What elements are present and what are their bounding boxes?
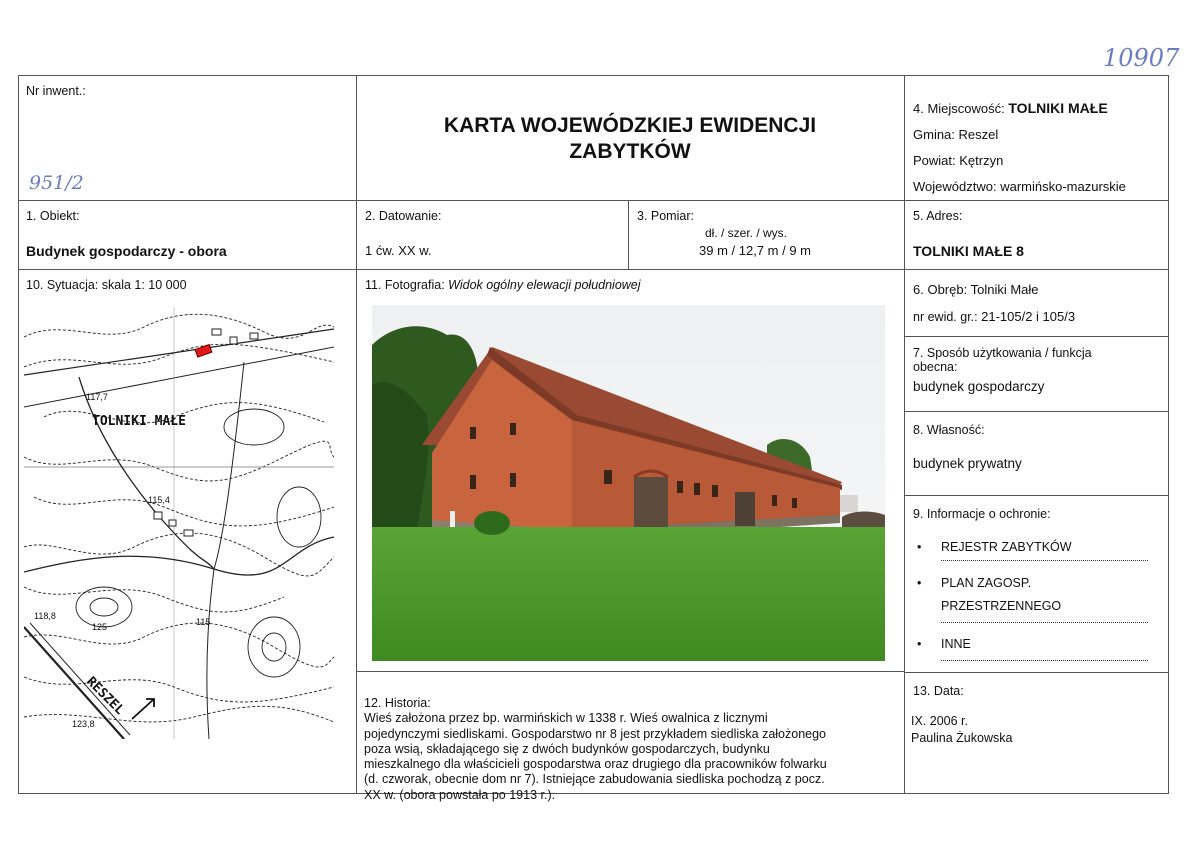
wlasnosc-cell [904, 411, 1169, 496]
map-label-h5: 115 [196, 617, 211, 627]
historia-line: pojedynczymi siedliskami. Gospodarstwo nr 8 jest przykładem siedliska założonego [364, 726, 827, 741]
map-label-h3: 118,8 [34, 611, 56, 621]
pomiar-cell [628, 200, 905, 270]
data-author: Paulina Żukowska [911, 731, 1013, 745]
data-label: 13. Data: [913, 684, 964, 698]
wojewodztwo-value: warmińsko-mazurskie [1000, 179, 1126, 194]
obreb-value: Tolniki Małe [970, 282, 1039, 297]
powiat-row: Powiat: Kętrzyn [913, 153, 1004, 168]
datowanie-label: 2. Datowanie: [365, 209, 442, 223]
location-cell [904, 75, 1169, 201]
obiekt-cell [18, 200, 357, 270]
gmina-row: Gmina: Reszel [913, 127, 999, 142]
fotografia-label-row [365, 278, 641, 292]
historia-line: (d. czworak, obecnie dom nr 7). Istniejące zabudowania siedliska pochodzą z pocz. [364, 772, 825, 787]
map-label-h4: 125 [92, 622, 108, 632]
map-label-h6: 123,8 [72, 719, 95, 729]
obiekt-label: 1. Obiekt: [26, 209, 80, 223]
historia-line: Wieś założona przez bp. warmińskich w 1338 r. Wieś owalnica z licznymi [364, 711, 768, 726]
pomiar-units: dł. / szer. / wys. [705, 226, 788, 240]
ochrona-rejestr: REJESTR ZABYTKÓW [941, 540, 1072, 554]
pomiar-label: 3. Pomiar: [637, 209, 694, 223]
adres-cell [904, 200, 1169, 270]
wlasnosc-label: 8. Własność: [913, 423, 985, 437]
sposob-cell [904, 336, 1169, 412]
wojewodztwo-row: Województwo: warmińsko-mazurskie [913, 179, 1126, 194]
wlasnosc-value: budynek prywatny [913, 456, 1022, 471]
handwritten-inventory-number: 951/2 [29, 172, 84, 194]
inventory-cell [18, 75, 357, 201]
bullet-icon: • [917, 637, 922, 651]
ochrona-label: 9. Informacje o ochronie: [913, 507, 1051, 521]
barn-photo [372, 305, 885, 661]
fotografia-label: 11. Fotografia: [365, 278, 445, 292]
ewid-value: 21-105/2 i 105/3 [981, 309, 1076, 324]
sytuacja-label: 10. Sytuacja: skala 1: 10 000 [26, 278, 187, 292]
historia-line: XX w. (obora powstała po 1913 r.). [364, 787, 556, 802]
adres-label: 5. Adres: [913, 209, 963, 223]
ewid-row: nr ewid. gr.: 21-105/2 i 105/3 [913, 309, 1076, 324]
ochrona-cell [904, 495, 1169, 673]
sposob-value: budynek gospodarczy [913, 379, 1045, 394]
obreb-row: 6. Obręb: Tolniki Małe [913, 282, 1039, 297]
bullet-icon: • [917, 540, 922, 554]
miejscowosc-value: TOLNIKI MAŁE [1008, 100, 1108, 116]
sposob-label: 7. Sposób użytkowania / funkcja obecna: [913, 346, 1092, 374]
powiat-value: Kętrzyn [959, 153, 1004, 168]
adres-value: TOLNIKI MAŁE 8 [913, 243, 1024, 259]
data-cell [904, 672, 1169, 794]
obiekt-value: Budynek gospodarczy - obora [26, 243, 227, 259]
historia-label: 12. Historia: [364, 696, 431, 710]
historia-line: mieszkalnego dla właścicieli gospodarstwa oraz drugiego dla pracowników folwarku [364, 757, 827, 772]
situation-map [24, 307, 334, 739]
pomiar-values: 39 m / 12,7 m / 9 m [699, 243, 811, 258]
map-label-village: TOLNIKI MAŁE [92, 414, 186, 429]
fotografia-caption: Widok ogólny elewacji południowej [448, 278, 641, 292]
card-title-line2: ZABYTKÓW [569, 140, 691, 163]
bullet-icon: • [917, 576, 922, 590]
map-label-h1: 117,7 [86, 392, 108, 402]
obreb-cell [904, 269, 1169, 337]
card-title [356, 113, 904, 165]
gmina-value: Reszel [958, 127, 999, 142]
situation-map-drawing [24, 307, 334, 739]
card-title-line1: KARTA WOJEWÓDZKIEJ EWIDENCJI [443, 114, 817, 137]
datowanie-cell [356, 200, 629, 270]
ochrona-plan-line[interactable] [941, 622, 1148, 623]
ochrona-inne-line[interactable] [941, 660, 1148, 661]
arrow-icon [132, 699, 154, 719]
map-label-h2: 115,4 [148, 495, 170, 505]
map-label-road: RESZEL [83, 674, 127, 719]
handwritten-archive-number: 10907 [1103, 44, 1180, 72]
barn-photo-drawing [372, 305, 885, 661]
historia-text [364, 696, 894, 803]
ochrona-plan: PLAN ZAGOSP. [941, 576, 1032, 590]
datowanie-value: 1 ćw. XX w. [365, 243, 432, 258]
ochrona-rejestr-line[interactable] [941, 560, 1148, 561]
historia-line: poza wsią, składającego się z dwóch budynków gospodarczych, budynku [364, 741, 770, 756]
inventory-label: Nr inwent.: [26, 84, 86, 98]
data-value: IX. 2006 r. [911, 714, 968, 728]
ochrona-plan-2: PRZESTRZENNEGO [941, 599, 1062, 613]
miejscowosc-row: 4. Miejscowość: TOLNIKI MAŁE [913, 100, 1108, 116]
ochrona-inne: INNE [941, 637, 971, 651]
